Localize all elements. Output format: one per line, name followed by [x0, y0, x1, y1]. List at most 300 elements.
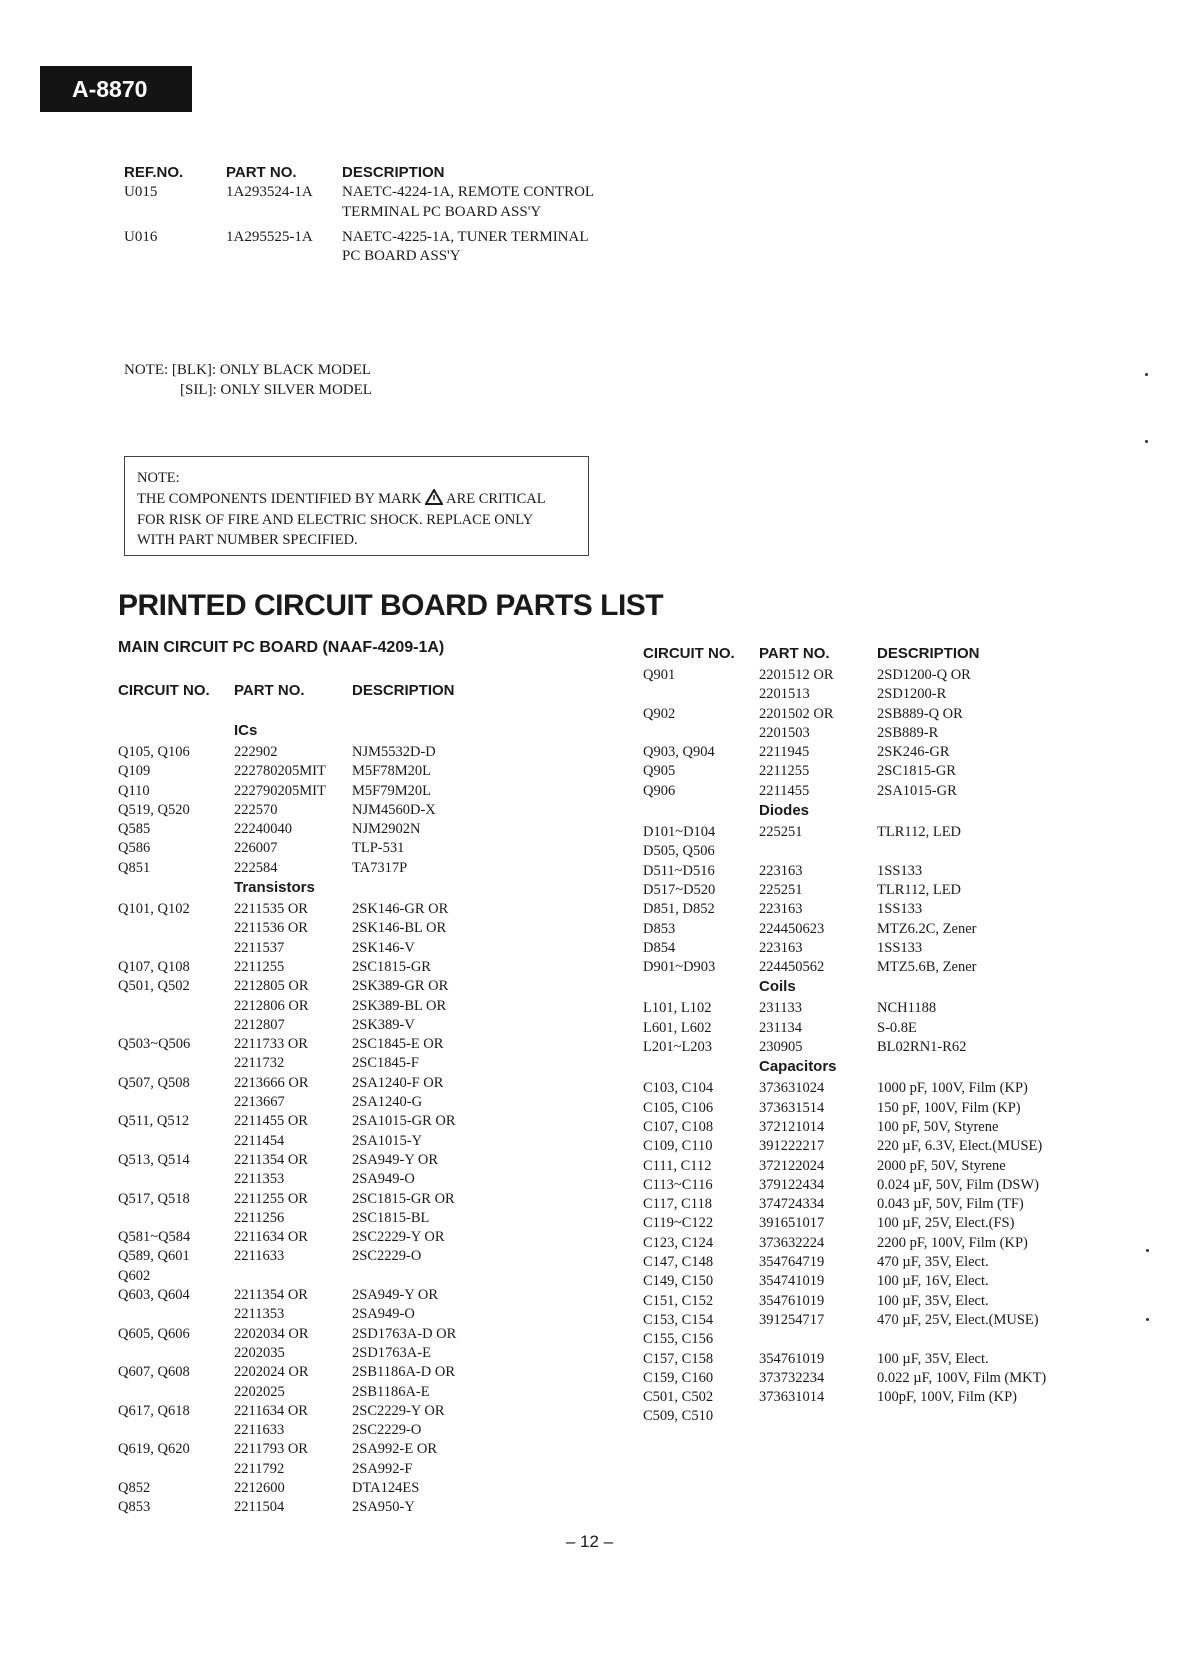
description: 2SC1815-GR — [877, 763, 956, 780]
circuit-no: Q903, Q904 — [643, 744, 715, 761]
parts-row — [118, 940, 598, 959]
circuit-no-header: CIRCUIT NO. — [643, 645, 735, 662]
circuit-no: D854 — [643, 939, 676, 956]
circuit-no: C155, C156 — [643, 1331, 714, 1348]
parts-row — [118, 802, 598, 821]
description: M5F78M20L — [352, 763, 431, 780]
part-no: 391651017 — [759, 1215, 825, 1232]
circuit-no: C149, C150 — [643, 1273, 714, 1290]
circuit-no: C109, C110 — [643, 1138, 713, 1155]
part-no: 373631024 — [759, 1080, 825, 1097]
section-heading — [643, 802, 1123, 824]
description: 2SK389-GR OR — [352, 978, 449, 995]
description: 2SK246-GR — [877, 744, 950, 761]
part-no: 2211255 — [234, 958, 285, 975]
description: 1SS133 — [877, 901, 923, 918]
description: 2SB889-Q OR — [877, 705, 963, 722]
part-no: 2211255 OR — [234, 1190, 308, 1207]
part-no: 2201513 — [759, 686, 810, 703]
circuit-no: D505, Q506 — [643, 843, 715, 860]
parts-row — [643, 1119, 1123, 1138]
parts-row — [643, 959, 1123, 978]
part-no: 222584 — [234, 859, 278, 876]
description: 2SC2229-O — [352, 1248, 422, 1265]
description: 0.022 µF, 100V, Film (MKT) — [877, 1369, 1047, 1386]
circuit-no: D851, D852 — [643, 901, 715, 918]
circuit-no: C119~C122 — [643, 1215, 714, 1232]
circuit-no: C153, C154 — [643, 1311, 714, 1328]
description: 2SC1815-GR — [352, 958, 431, 975]
part-no: 222570 — [234, 801, 278, 818]
circuit-no: D517~D520 — [643, 881, 716, 898]
circuit-no: C107, C108 — [643, 1118, 714, 1135]
safety-note-text: THE COMPONENTS IDENTIFIED BY MARK — [137, 490, 422, 507]
description-header: DESCRIPTION — [877, 645, 980, 662]
description: NJM5532D-D — [352, 744, 436, 760]
parts-row — [643, 1254, 1123, 1273]
circuit-no: Q586 — [118, 840, 151, 857]
circuit-no: Q105, Q106 — [118, 744, 190, 760]
page-title: PRINTED CIRCUIT BOARD PARTS LIST — [118, 589, 664, 622]
part-no: 2201512 OR — [759, 667, 834, 683]
parts-row — [118, 1480, 598, 1499]
circuit-no: Q901 — [643, 667, 676, 683]
section-heading — [118, 879, 598, 901]
parts-row — [643, 706, 1123, 725]
description: 2SC1845-E OR — [352, 1036, 444, 1053]
description: 2SC1815-GR OR — [352, 1190, 455, 1207]
part-no: 231133 — [759, 1000, 802, 1017]
part-no: 2211792 — [234, 1460, 285, 1477]
part-no: 222780205MIT — [234, 763, 326, 780]
description: 2SB889-R — [877, 724, 939, 741]
part-no: 222790205MIT — [234, 782, 326, 799]
parts-row — [118, 860, 598, 879]
circuit-no: C103, C104 — [643, 1080, 714, 1097]
parts-row — [118, 1364, 598, 1383]
description: 2SA1240-G — [352, 1094, 423, 1111]
circuit-no: Q110 — [118, 782, 150, 799]
circuit-no: C151, C152 — [643, 1292, 714, 1309]
description: 0.024 µF, 50V, Film (DSW) — [877, 1176, 1040, 1193]
description: TLP-531 — [352, 840, 405, 857]
part-no: 2202024 OR — [234, 1364, 309, 1381]
circuit-no: Q109 — [118, 763, 151, 780]
description: 2SA949-O — [352, 1306, 415, 1323]
part-no: 354764719 — [759, 1254, 825, 1271]
part-no: 2201503 — [759, 724, 810, 741]
parts-row — [643, 1370, 1123, 1389]
part-no: 225251 — [759, 881, 803, 898]
circuit-no: Q507, Q508 — [118, 1074, 190, 1091]
part-no: 373631014 — [759, 1389, 825, 1406]
description: 2SA1015-Y — [352, 1132, 423, 1149]
circuit-no: C157, C158 — [643, 1350, 714, 1367]
parts-row — [643, 1100, 1123, 1119]
parts-row — [643, 1196, 1123, 1215]
description: 150 pF, 100V, Film (KP) — [877, 1099, 1021, 1116]
description: 100 µF, 25V, Elect.(FS) — [877, 1215, 1015, 1232]
part-no: 2212806 OR — [234, 997, 309, 1014]
description: 2SD1200-Q OR — [877, 667, 971, 683]
circuit-no: Q519, Q520 — [118, 801, 190, 818]
description: 220 µF, 6.3V, Elect.(MUSE) — [877, 1138, 1043, 1155]
part-no: 2211732 — [234, 1055, 285, 1072]
part-no: 373732234 — [759, 1369, 825, 1386]
parts-row — [643, 940, 1123, 959]
circuit-no: Q511, Q512 — [118, 1113, 190, 1130]
part-no: 223163 — [759, 901, 803, 918]
description: MTZ6.2C, Zener — [877, 920, 977, 937]
description: 100 pF, 50V, Styrene — [877, 1118, 999, 1135]
circuit-no: C105, C106 — [643, 1099, 714, 1116]
circuit-no: C159, C160 — [643, 1369, 714, 1386]
parts-row — [118, 840, 598, 859]
description: 1SS133 — [877, 862, 923, 879]
part-no: 2211793 OR — [234, 1441, 308, 1458]
part-no: 223163 — [759, 939, 803, 956]
description: 2000 pF, 50V, Styrene — [877, 1157, 1006, 1174]
description: 1000 pF, 100V, Film (KP) — [877, 1080, 1028, 1097]
part-no: 391222217 — [759, 1138, 825, 1155]
part-no: 379122434 — [759, 1176, 825, 1193]
parts-row — [643, 1235, 1123, 1254]
part-no: 225251 — [759, 824, 803, 841]
board-title: MAIN CIRCUIT PC BOARD (NAAF-4209-1A) — [118, 639, 445, 656]
safety-note-box — [124, 456, 589, 556]
part-no: 354761019 — [759, 1350, 825, 1367]
description-header: DESCRIPTION — [342, 164, 445, 181]
circuit-no: C111, C112 — [643, 1157, 712, 1174]
section-heading — [643, 1058, 1123, 1080]
parts-row — [118, 1036, 598, 1055]
left-parts-list — [118, 682, 598, 1519]
parts-row — [118, 1403, 598, 1422]
part-no: 2211354 OR — [234, 1287, 308, 1304]
parts-row — [643, 1273, 1123, 1292]
description: BL02RN1-R62 — [877, 1039, 967, 1056]
description: 2SC2229-Y OR — [352, 1229, 445, 1246]
parts-row — [643, 1312, 1123, 1331]
parts-row — [118, 1461, 598, 1480]
parts-row — [643, 763, 1123, 782]
parts-row — [643, 824, 1123, 843]
part-no: 224450623 — [759, 920, 825, 937]
description: PC BOARD ASS'Y — [342, 248, 461, 264]
description-header: DESCRIPTION — [352, 682, 455, 699]
description: 2SA992-E OR — [352, 1441, 437, 1458]
part-no: 2211537 — [234, 939, 285, 956]
parts-row — [643, 1158, 1123, 1177]
circuit-no: Q619, Q620 — [118, 1441, 190, 1458]
section-label: Transistors — [234, 879, 315, 897]
parts-row — [118, 1268, 598, 1287]
description: M5F79M20L — [352, 782, 431, 799]
ref-no: U016 — [124, 229, 158, 245]
circuit-no: Q852 — [118, 1479, 151, 1496]
parts-row — [118, 763, 598, 782]
parts-row — [118, 901, 598, 920]
circuit-no: D901~D903 — [643, 959, 716, 976]
parts-row — [643, 882, 1123, 901]
description: NAETC-4225-1A, TUNER TERMINAL — [342, 229, 589, 245]
model-note-line-1: NOTE: [BLK]: ONLY BLACK MODEL — [124, 362, 372, 378]
description: 100pF, 100V, Film (KP) — [877, 1389, 1017, 1406]
part-no: 223163 — [759, 862, 803, 879]
description: 2SA1015-GR OR — [352, 1113, 456, 1130]
parts-row — [118, 1017, 598, 1036]
model-note-line-2: [SIL]: ONLY SILVER MODEL — [180, 382, 372, 398]
parts-row — [118, 1094, 598, 1113]
description: NCH1188 — [877, 1000, 937, 1017]
part-no: 2211256 — [234, 1209, 285, 1226]
left-rows — [118, 722, 598, 1519]
parts-row — [118, 1055, 598, 1074]
description: 2SC1845-F — [352, 1055, 419, 1072]
description: 100 µF, 35V, Elect. — [877, 1292, 989, 1309]
parts-row — [643, 1039, 1123, 1058]
description: 2200 pF, 100V, Film (KP) — [877, 1234, 1028, 1251]
description: 2SK146-GR OR — [352, 901, 449, 918]
circuit-no: L101, L102 — [643, 1000, 712, 1017]
part-no: 354761019 — [759, 1292, 825, 1309]
right-rows — [643, 667, 1123, 1428]
description: 2SK146-BL OR — [352, 920, 447, 937]
part-no: 373632224 — [759, 1234, 825, 1251]
parts-row — [118, 1345, 598, 1364]
part-no: 2201502 OR — [759, 705, 834, 722]
part-no: 2211633 — [234, 1422, 285, 1439]
parts-row — [118, 1171, 598, 1190]
part-no: 2211353 — [234, 1306, 285, 1323]
circuit-no: Q603, Q604 — [118, 1287, 190, 1304]
description: TERMINAL PC BOARD ASS'Y — [342, 204, 542, 220]
description: S-0.8E — [877, 1019, 917, 1036]
parts-row — [643, 921, 1123, 940]
description: 2SD1200-R — [877, 686, 947, 703]
parts-row — [643, 1177, 1123, 1196]
part-no: 2202035 — [234, 1344, 285, 1361]
parts-row — [643, 1138, 1123, 1157]
parts-row — [118, 1075, 598, 1094]
part-no: 391254717 — [759, 1311, 825, 1328]
description: MTZ5.6B, Zener — [877, 959, 977, 976]
description: TLR112, LED — [877, 881, 962, 898]
description: NAETC-4224-1A, REMOTE CONTROL — [342, 184, 595, 200]
scan-speck — [1145, 373, 1148, 376]
parts-row — [643, 863, 1123, 882]
right-column-headers — [643, 645, 1123, 667]
circuit-no: D853 — [643, 920, 676, 937]
description: TLR112, LED — [877, 824, 962, 841]
part-no: 373631514 — [759, 1099, 825, 1116]
part-no: 2211633 — [234, 1248, 285, 1265]
part-no: 2211354 OR — [234, 1151, 308, 1168]
part-no: 230905 — [759, 1039, 803, 1056]
parts-row — [118, 920, 598, 939]
part-no: 2211634 OR — [234, 1402, 308, 1419]
parts-row — [118, 1422, 598, 1441]
parts-row — [118, 1499, 598, 1518]
part-no: 2211454 — [234, 1132, 285, 1149]
circuit-no: L201~L203 — [643, 1039, 713, 1056]
circuit-no: Q101, Q102 — [118, 901, 190, 918]
ref-no: U015 — [124, 184, 158, 200]
description: 1SS133 — [877, 939, 923, 956]
circuit-no: C509, C510 — [643, 1408, 714, 1425]
parts-row — [118, 1287, 598, 1306]
circuit-no: Q602 — [118, 1267, 151, 1284]
description: 2SK146-V — [352, 939, 415, 956]
description: 2SC1815-BL — [352, 1209, 430, 1226]
part-no: 226007 — [234, 840, 278, 857]
description: 2SA1240-F OR — [352, 1074, 444, 1091]
description: 100 µF, 35V, Elect. — [877, 1350, 989, 1367]
parts-row — [643, 1408, 1123, 1427]
parts-row — [118, 1152, 598, 1171]
circuit-no: Q851 — [118, 859, 151, 876]
description: 2SB1186A-E — [352, 1383, 430, 1400]
section-label: ICs — [234, 722, 258, 739]
description: 2SA949-Y OR — [352, 1151, 439, 1168]
circuit-no: L601, L602 — [643, 1019, 712, 1036]
parts-row — [118, 1210, 598, 1229]
parts-row — [118, 1326, 598, 1345]
parts-row — [643, 1215, 1123, 1234]
parts-row — [643, 783, 1123, 802]
safety-note-line-3: WITH PART NUMBER SPECIFIED. — [137, 531, 358, 548]
part-no: 1A293524-1A — [226, 184, 313, 200]
parts-row — [118, 1306, 598, 1325]
description: 2SC2229-Y OR — [352, 1402, 445, 1419]
safety-note-line-1 — [137, 489, 576, 512]
part-no: 372121014 — [759, 1118, 825, 1135]
description: 2SD1763A-D OR — [352, 1325, 457, 1342]
scan-speck — [1146, 1249, 1149, 1252]
parts-row — [643, 1293, 1123, 1312]
section-label: Diodes — [759, 802, 810, 820]
safety-note-text: ARE CRITICAL — [446, 490, 546, 507]
circuit-no: Q905 — [643, 763, 676, 780]
parts-row — [118, 978, 598, 997]
part-no: 2211945 — [759, 744, 810, 761]
description: 470 µF, 25V, Elect.(MUSE) — [877, 1311, 1039, 1328]
parts-row — [643, 1000, 1123, 1019]
scan-speck — [1146, 1318, 1149, 1321]
parts-row — [643, 725, 1123, 744]
description: TA7317P — [352, 859, 408, 876]
part-no: 2211353 — [234, 1171, 285, 1188]
description: 100 µF, 16V, Elect. — [877, 1273, 989, 1290]
part-no: 354741019 — [759, 1273, 825, 1290]
description: NJM2902N — [352, 821, 421, 838]
circuit-no: C147, C148 — [643, 1254, 714, 1271]
description: 2SA1015-GR — [877, 782, 957, 799]
part-no: 2212805 OR — [234, 978, 309, 995]
part-no: 22240040 — [234, 821, 292, 838]
description: 2SA950-Y — [352, 1499, 415, 1516]
circuit-no: Q581~Q584 — [118, 1229, 191, 1246]
part-no: 2211634 OR — [234, 1229, 308, 1246]
parts-row — [643, 1389, 1123, 1408]
description: 2SC2229-O — [352, 1422, 422, 1439]
safety-note-title: NOTE: — [137, 470, 180, 486]
circuit-no: D511~D516 — [643, 862, 715, 879]
part-no: 2211455 OR — [234, 1113, 308, 1130]
ref-no-header: REF.NO. — [124, 164, 184, 181]
circuit-no: Q585 — [118, 821, 151, 838]
circuit-no: Q617, Q618 — [118, 1402, 190, 1419]
circuit-no-header: CIRCUIT NO. — [118, 682, 210, 699]
part-no: 2211535 OR — [234, 901, 308, 918]
part-no: 2211455 — [759, 782, 810, 799]
parts-row — [118, 959, 598, 978]
circuit-no: D101~D104 — [643, 824, 716, 841]
parts-row — [118, 821, 598, 840]
parts-row — [643, 667, 1123, 686]
part-no-header: PART NO. — [226, 164, 297, 181]
circuit-no: Q513, Q514 — [118, 1151, 190, 1168]
warning-triangle-icon — [425, 489, 443, 512]
parts-row — [118, 1384, 598, 1403]
safety-note-line-2: FOR RISK OF FIRE AND ELECTRIC SHOCK. REPLACE ONLY — [137, 512, 534, 528]
circuit-no: Q853 — [118, 1499, 151, 1516]
description: 2SK389-V — [352, 1016, 415, 1033]
description: 2SA949-Y OR — [352, 1287, 439, 1304]
parts-row — [643, 1351, 1123, 1370]
parts-row — [118, 744, 598, 763]
model-badge: A-8870 — [40, 66, 192, 112]
circuit-no: Q607, Q608 — [118, 1364, 190, 1381]
description: DTA124ES — [352, 1479, 420, 1496]
part-no: 231134 — [759, 1019, 802, 1036]
parts-row — [118, 1191, 598, 1210]
circuit-no: Q605, Q606 — [118, 1325, 190, 1342]
parts-row — [643, 1331, 1123, 1350]
section-label: Coils — [759, 978, 796, 996]
part-no: 2211504 — [234, 1499, 285, 1516]
circuit-no: C123, C124 — [643, 1234, 714, 1251]
description: 2SD1763A-E — [352, 1344, 431, 1361]
part-no: 2213666 OR — [234, 1074, 309, 1091]
parts-row — [118, 1229, 598, 1248]
left-column-headers — [118, 682, 598, 722]
parts-row — [643, 744, 1123, 763]
circuit-no: Q589, Q601 — [118, 1248, 190, 1265]
part-no: 2202025 — [234, 1383, 285, 1400]
description: 2SA992-F — [352, 1460, 413, 1477]
part-no: 2211733 OR — [234, 1036, 308, 1053]
part-no: 1A295525-1A — [226, 229, 313, 245]
description: 0.043 µF, 50V, Film (TF) — [877, 1196, 1024, 1213]
circuit-no: Q503~Q506 — [118, 1036, 191, 1053]
parts-row — [643, 1080, 1123, 1099]
part-no-header: PART NO. — [234, 682, 305, 699]
part-no: 2211536 OR — [234, 920, 308, 937]
part-no: 222902 — [234, 744, 278, 760]
parts-row — [118, 1133, 598, 1152]
circuit-no: Q107, Q108 — [118, 958, 190, 975]
circuit-no: Q902 — [643, 705, 676, 722]
parts-row — [118, 1248, 598, 1267]
parts-row — [643, 843, 1123, 862]
parts-row — [643, 901, 1123, 920]
part-no: 2211255 — [759, 763, 810, 780]
parts-row — [118, 998, 598, 1017]
section-label: Capacitors — [759, 1058, 837, 1076]
circuit-no: C113~C116 — [643, 1176, 713, 1193]
parts-row — [118, 1441, 598, 1460]
